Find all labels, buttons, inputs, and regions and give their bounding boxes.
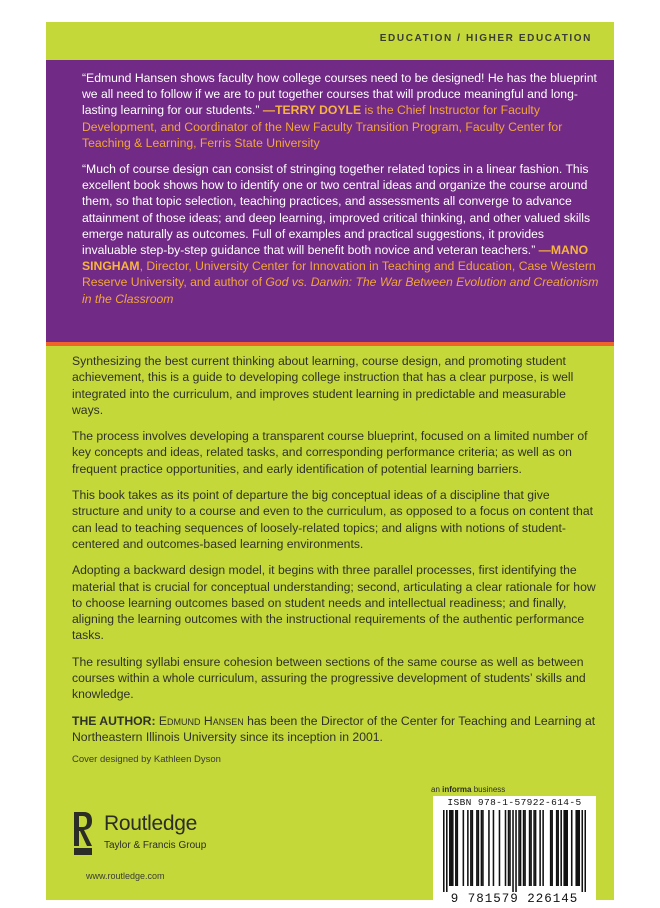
barcode-bar <box>482 810 484 886</box>
barcode-bar <box>560 810 562 886</box>
quote-author: —MANO SINGHAM <box>82 243 589 274</box>
description-paragraph: The process involves developing a transparent course blueprint, focused on a limited number of key concepts and ideas, related tasks, and corresponding performance criteria; as well as on frequent practice opportunities, and early identification of potential learning barriers. <box>72 429 588 476</box>
barcode-bar <box>451 810 453 886</box>
barcode-bar <box>571 810 573 886</box>
barcode-bar <box>509 810 511 886</box>
quote-book-title: God vs. Darwin: The War Between Evolution and Creationism in the Classroom <box>82 275 599 306</box>
barcode-bar <box>523 810 525 886</box>
routledge-r-icon <box>72 810 94 856</box>
author-label: THE AUTHOR: <box>72 713 156 728</box>
barcode-bar <box>505 810 507 886</box>
barcode-bar <box>575 810 577 886</box>
quote-text: “Much of course design can consist of stringing together related topics in a linear fashion. This excellent book shows how to identify one or two central ideas and organize the course around them, so that topic selection, teaching practices, and assessments all converge to advance attainment of those ideas; and deep learning, improved critical thinking, and other valued skills emerge naturally as outcomes. Full of examples and practical suggestions, it provides invaluable step-by-step guidance that will benefit both novice and veteran teachers.” <box>82 162 591 258</box>
barcode-bar <box>446 810 448 892</box>
barcode-bar <box>529 810 531 886</box>
barcode-bar <box>443 810 445 892</box>
barcode-bar <box>515 810 517 892</box>
barcode-bar <box>563 810 565 886</box>
barcode-bar <box>488 810 490 886</box>
barcode-bar <box>578 810 580 886</box>
barcode-bar <box>533 810 535 886</box>
author-name: Edmund Hansen <box>155 713 244 728</box>
quote-author-title: , Director, University Center for Innovation in Teaching and Education, Case Western Reserve University, and author of <box>82 259 596 290</box>
description-paragraph: Synthesizing the best current thinking about learning, course design, and promoting student achievement, this is a guide to developing college instruction that has a clear purpose, is well integrated into the curriculum, and improves student learning in predictable and measurable ways. <box>72 354 574 417</box>
barcode-bar <box>508 810 510 886</box>
endorsement-panel <box>46 60 614 346</box>
barcode-bar <box>584 810 586 892</box>
barcode-bar <box>481 810 483 886</box>
barcode <box>443 810 586 892</box>
barcode-bar <box>512 810 514 892</box>
barcode-bar <box>499 810 501 886</box>
barcode-bar <box>551 810 553 886</box>
book-description <box>72 353 596 755</box>
barcode-box <box>433 796 596 908</box>
barcode-bar <box>478 810 480 886</box>
barcode-bar <box>463 810 465 886</box>
description-paragraph: Adopting a backward design model, it begins with three parallel processes, first identifying the material that is crucial for conceptual understanding; second, articulating a clear rationale for how to choose learning outcomes based on student needs and intellectual readiness; and finally, aligning the learning outcomes with the instructional requirements of the authentic performance tasks. <box>72 563 596 643</box>
barcode-bar <box>470 810 472 886</box>
barcode-bar <box>467 810 469 886</box>
quote-text: “Edmund Hansen shows faculty how college courses need to be designed! He has the blueprint we all need to follow if we are to put together courses that will produce meaningful and long-lasting learning for our students.” <box>82 71 597 118</box>
back-cover <box>46 22 614 906</box>
barcode-bar <box>581 810 583 892</box>
barcode-bar <box>476 810 478 886</box>
barcode-bar <box>520 810 522 886</box>
publisher-url: www.routledge.com <box>86 871 165 881</box>
barcode-bar <box>556 810 558 886</box>
endorsement-quote <box>82 161 600 307</box>
barcode-bar <box>518 810 520 886</box>
barcode-bar <box>493 810 495 886</box>
informa-prefix: an <box>431 785 443 794</box>
quote-author: —TERRY DOYLE <box>262 103 362 118</box>
informa-brand: informa <box>442 785 472 794</box>
barcode-bar <box>542 810 544 886</box>
barcode-bar <box>530 810 532 886</box>
publisher-name: Routledge <box>104 812 198 835</box>
cover-credit: Cover designed by Kathleen Dyson <box>72 754 221 765</box>
informa-tagline <box>431 785 505 794</box>
publisher-logo <box>72 810 242 870</box>
barcode-bar <box>577 810 579 886</box>
barcode-bar <box>457 810 459 886</box>
barcode-bar <box>449 810 451 886</box>
description-paragraph: This book takes as its point of departure the big conceptual ideas of a discipline that give structure and unity to a course and even to the curriculum, as opposed to a focus on content that can lead to teaching sequences of loosely-related topics; and aligns with notions of student-centered and outcomes-based learning environments. <box>72 488 593 551</box>
isbn-label: ISBN 978-1-57922-614-5 <box>447 797 582 808</box>
publisher-group: Taylor & Francis Group <box>104 840 207 851</box>
quote-author-title: is the Chief Instructor for Faculty Development, and Coordinator of the New Faculty Transition Program, Faculty Center for Teaching & Learning, Ferris State University <box>82 103 563 150</box>
barcode-bar <box>539 810 541 886</box>
barcode-bar <box>452 810 454 886</box>
barcode-digits: 9 781579 226145 <box>450 892 579 906</box>
author-bio <box>72 713 596 746</box>
barcode-bar <box>535 810 537 886</box>
author-bio-text: has been the Director of the Center for Teaching and Learning at Northeastern Illinois University since its inception in 2001. <box>72 713 596 744</box>
barcode-bar <box>455 810 457 886</box>
description-paragraph: The resulting syllabi ensure cohesion between sections of the same course as well as between courses within a whole curriculum, assuring the progressive development of students’ skills and knowledge. <box>72 654 586 702</box>
category-label: EDUCATION / HIGHER EDUCATION <box>379 33 592 44</box>
informa-suffix: business <box>471 785 506 794</box>
barcode-bar <box>565 810 567 886</box>
endorsement-quote <box>82 70 600 151</box>
barcode-bar <box>566 810 568 886</box>
barcode-bar <box>472 810 474 886</box>
barcode-bar <box>557 810 559 886</box>
barcode-bar <box>524 810 526 886</box>
barcode-bar <box>550 810 552 886</box>
